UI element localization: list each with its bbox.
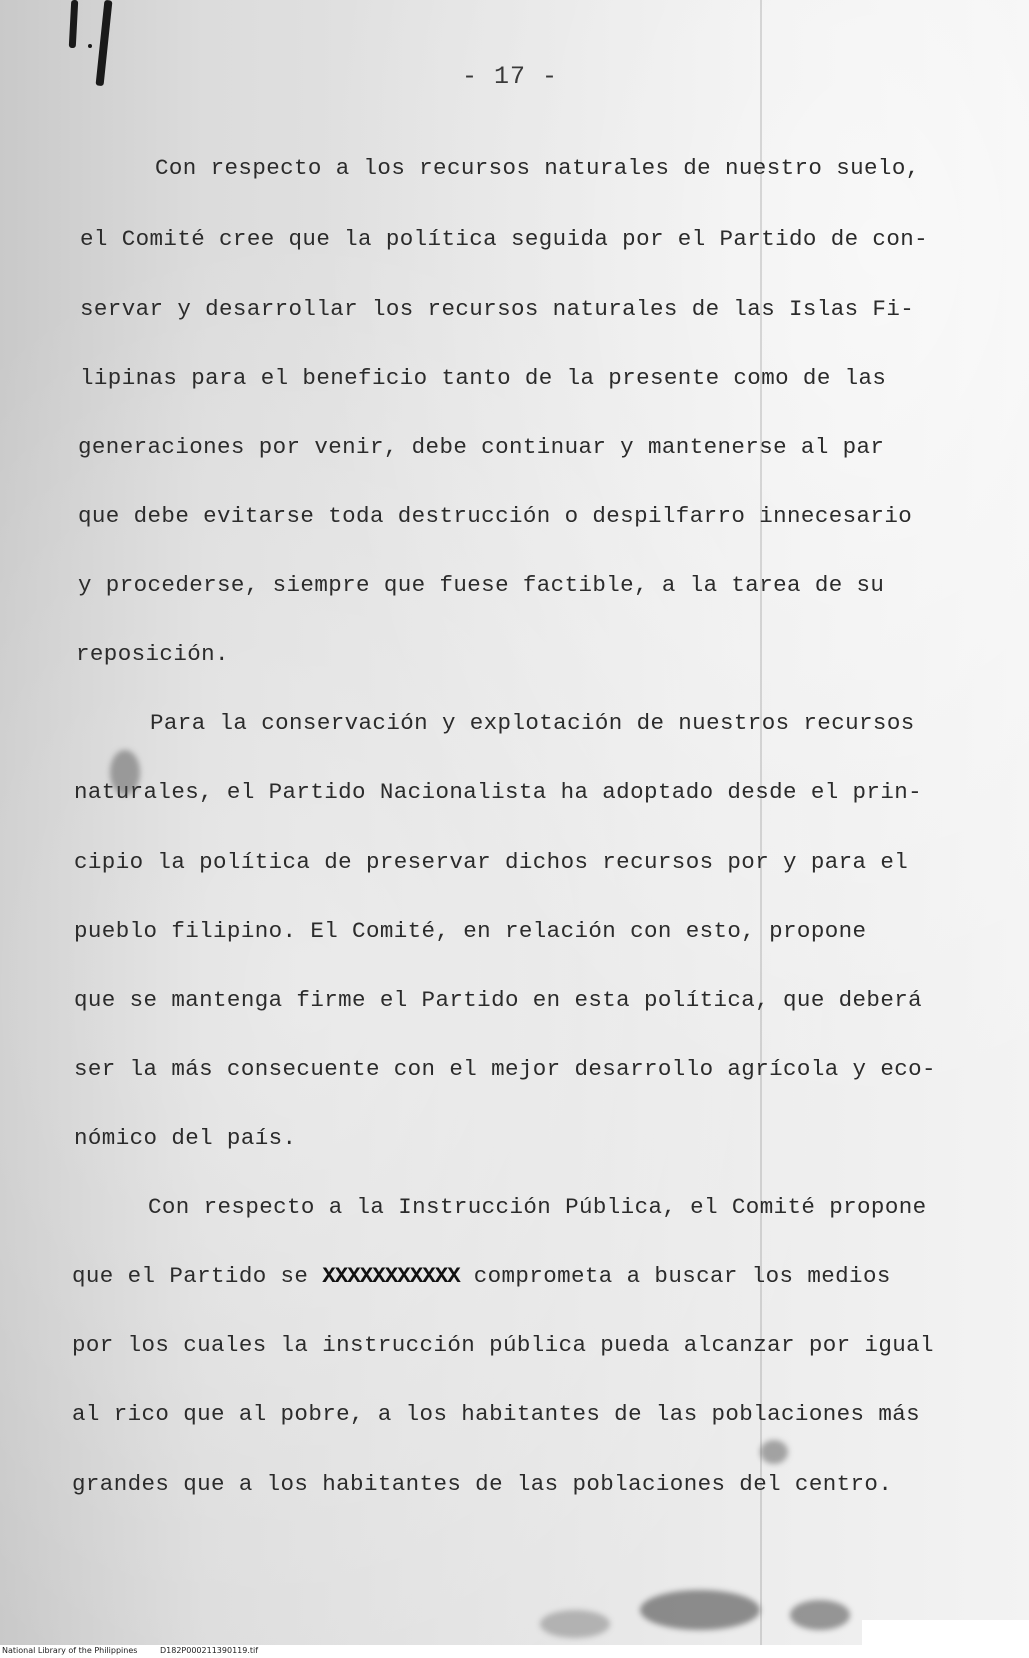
text-line-end: comprometa a buscar los medios <box>473 1263 891 1289</box>
footer-bar <box>0 1645 1029 1658</box>
text-line: lipinas para el beneficio tanto de la presente como de las <box>80 365 887 391</box>
text-line: ser la más consecuente con el mejor desarrollo agrícola y eco- <box>74 1056 936 1082</box>
footer-source: National Library of the Philippines <box>2 1646 138 1655</box>
text-line: al rico que al pobre, a los habitantes de las poblaciones más <box>72 1401 921 1427</box>
handwritten-mark <box>96 0 113 86</box>
text-line: Con respecto a los recursos naturales de nuestro suelo, <box>155 155 920 181</box>
text-line: naturales, el Partido Nacionalista ha adoptado desde el prin- <box>74 779 923 805</box>
text-line: por los cuales la instrucción pública pueda alcanzar por igual <box>72 1332 934 1358</box>
text-line: reposición. <box>76 641 229 667</box>
text-line: generaciones por venir, debe continuar y mantenerse al par <box>78 434 885 460</box>
stain-mark <box>790 1600 850 1630</box>
text-line <box>72 1263 891 1289</box>
struck-out-text: XXXXXXXXXXX <box>322 1263 460 1289</box>
text-line: nómico del país. <box>74 1125 297 1151</box>
text-line: Para la conservación y explotación de nuestros recursos <box>150 710 915 736</box>
text-line: pueblo filipino. El Comité, en relación con esto, propone <box>74 918 867 944</box>
handwritten-mark <box>88 44 92 48</box>
stain-mark <box>110 750 140 795</box>
handwritten-mark <box>69 0 79 48</box>
text-line: que se mantenga firme el Partido en esta política, que deberá <box>74 987 923 1013</box>
text-line: que debe evitarse toda destrucción o despilfarro innecesario <box>78 503 913 529</box>
stain-mark <box>760 1440 788 1464</box>
page-number: - 17 - <box>461 62 558 91</box>
text-line: y procederse, siempre que fuese factible, a la tarea de su <box>78 572 885 598</box>
text-line: cipio la política de preservar dichos recursos por y para el <box>74 849 909 875</box>
text-line-start: que el Partido se <box>72 1263 309 1289</box>
scan-border-block <box>862 1620 1029 1645</box>
text-line: el Comité cree que la política seguida por el Partido de con- <box>80 226 929 252</box>
text-line: Con respecto a la Instrucción Pública, el Comité propone <box>148 1194 927 1220</box>
text-line: grandes que a los habitantes de las poblaciones del centro. <box>72 1471 893 1497</box>
stain-mark <box>540 1610 610 1638</box>
stain-mark <box>640 1590 760 1630</box>
text-line: servar y desarrollar los recursos naturales de las Islas Fi- <box>80 296 915 322</box>
footer-filename: D182P000211390119.tif <box>160 1646 259 1655</box>
